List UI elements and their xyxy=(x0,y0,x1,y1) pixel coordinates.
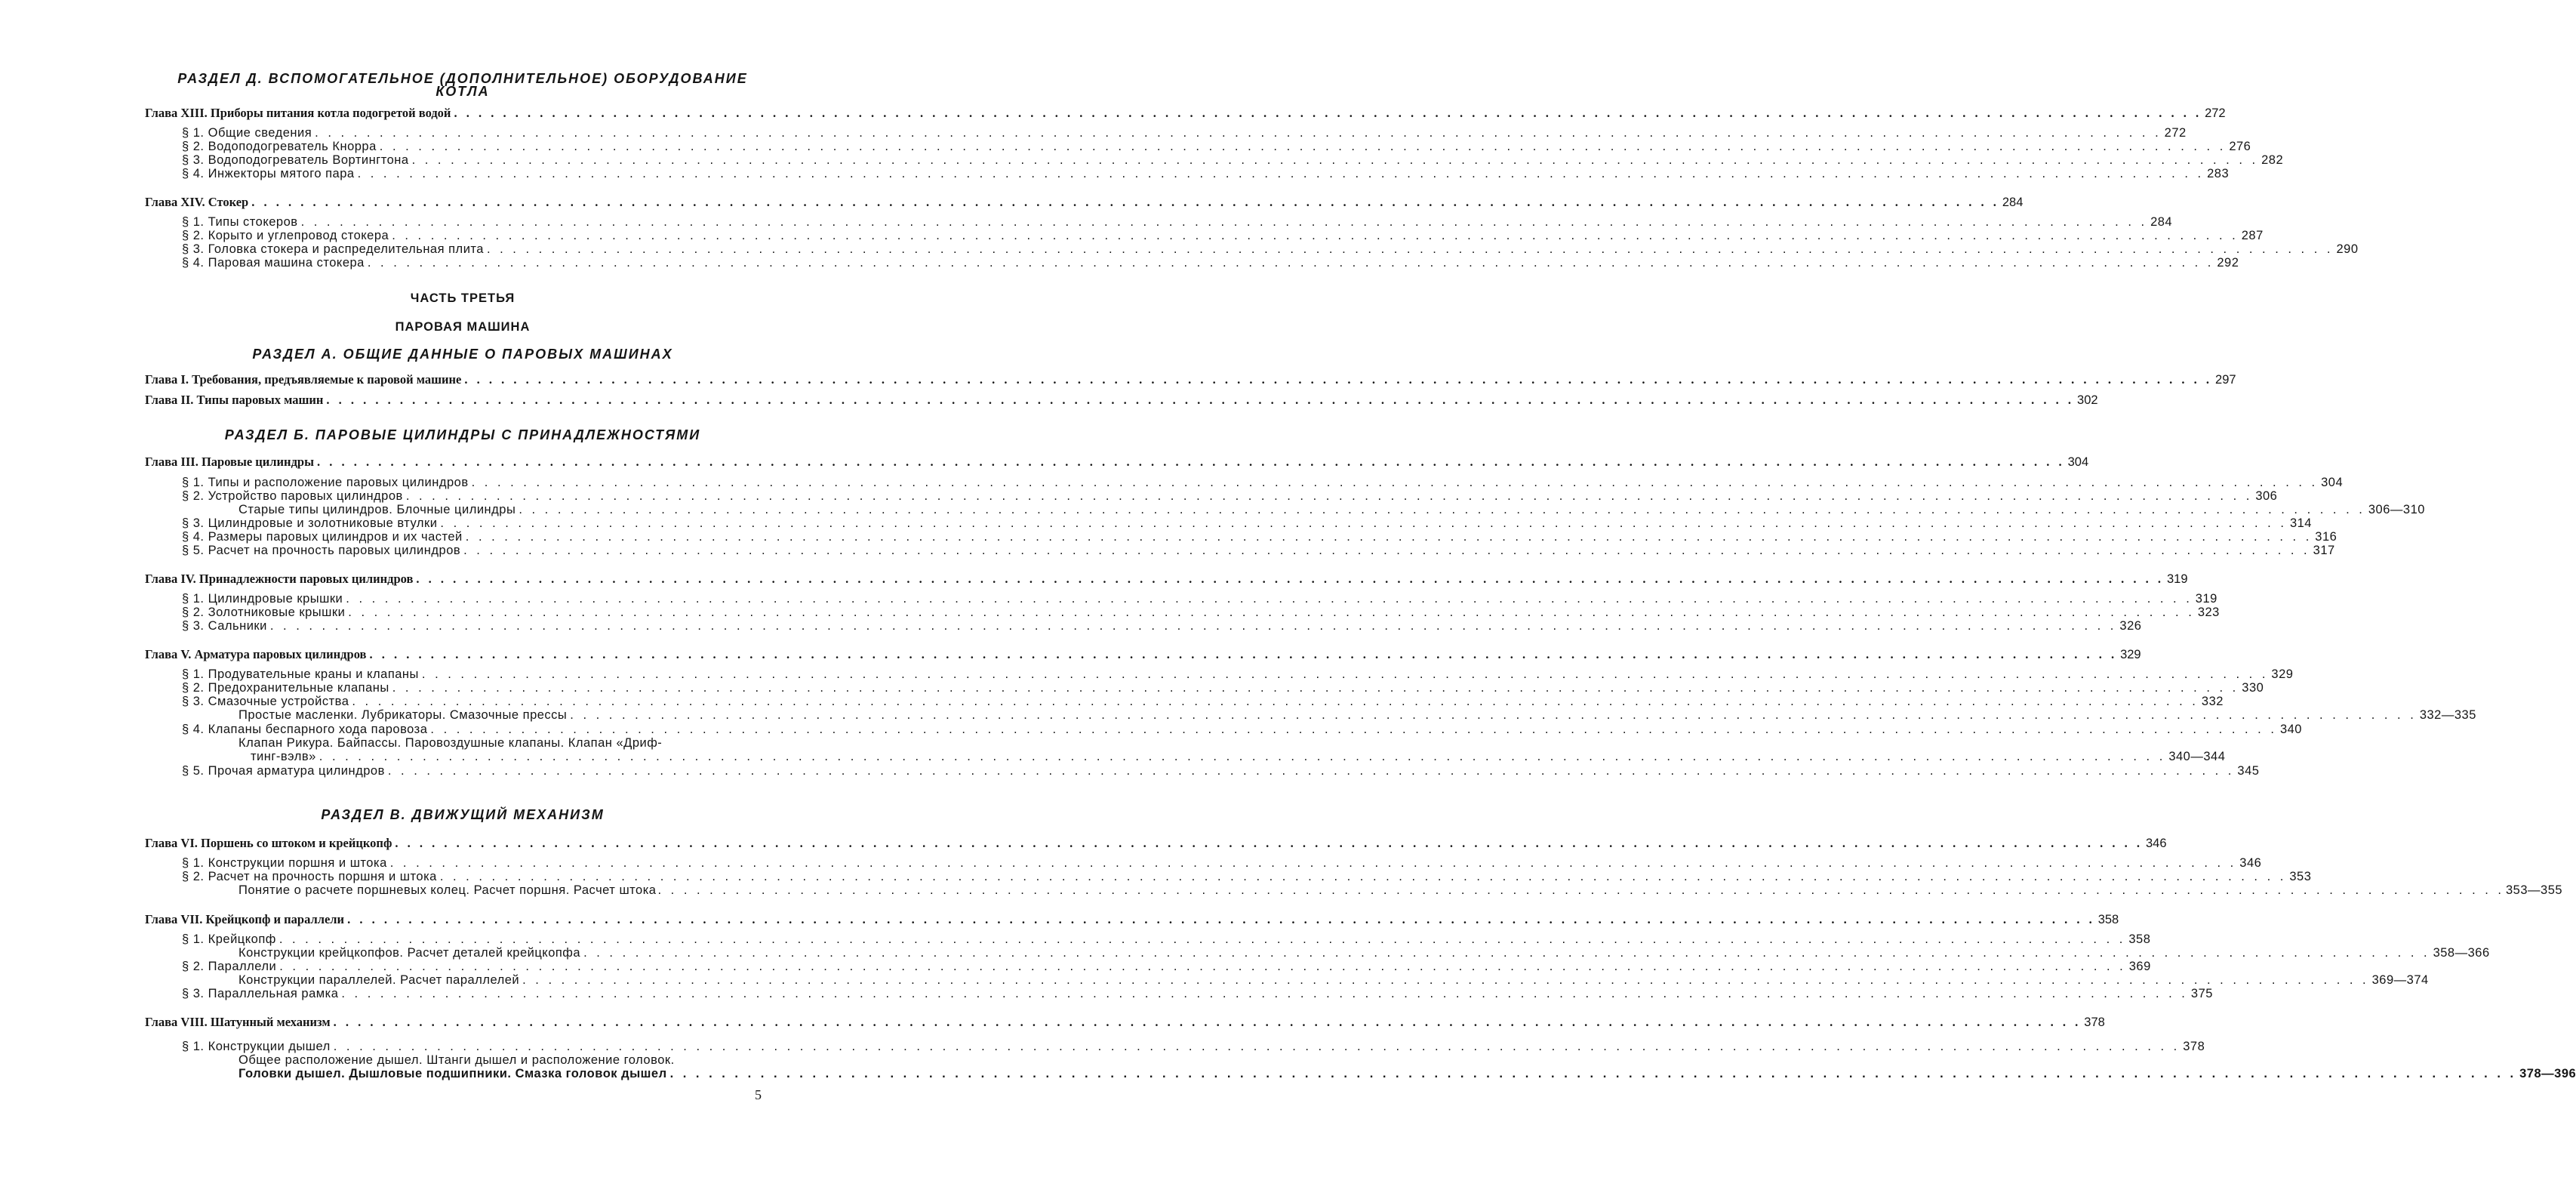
toc-section[interactable] xyxy=(145,932,2151,947)
chapter-title: Глава XIII. Приборы питания котла подогретой водой xyxy=(145,106,451,120)
section-heading-continued: КОТЛА xyxy=(435,84,490,99)
page-ref: 378 xyxy=(2183,1040,2205,1053)
toc-section[interactable] xyxy=(145,167,2230,181)
page-ref: 358 xyxy=(2128,932,2151,946)
page-ref: 326 xyxy=(2119,619,2142,633)
dot-leader xyxy=(440,870,2287,884)
page-ref: 329 xyxy=(2271,667,2294,681)
dot-leader xyxy=(422,667,2269,682)
page-ref: 369—374 xyxy=(2371,973,2429,987)
chapter-title: Глава VIII. Шатунный механизм xyxy=(145,1015,331,1029)
section-title: § 1. Цилиндровые крышки xyxy=(182,592,343,606)
chapter-title: Глава VII. Крейцкопф и параллели xyxy=(145,912,345,926)
dot-leader xyxy=(430,723,2277,737)
dot-leader xyxy=(319,750,2166,764)
toc-section[interactable] xyxy=(145,256,2239,270)
chapter-title: Глава VI. Поршень со штоком и крейцкопф xyxy=(145,836,392,850)
section-title: § 3. Головка стокера и распределительная плита xyxy=(182,242,484,256)
dot-leader xyxy=(270,619,2117,633)
page-ref: 340—344 xyxy=(2168,750,2226,763)
page-ref: 272 xyxy=(2205,106,2226,120)
dot-leader xyxy=(358,167,2205,181)
page-ref: 284 xyxy=(2002,196,2024,209)
page-ref: 317 xyxy=(2313,544,2335,557)
page-ref: 345 xyxy=(2237,764,2260,778)
page-ref: 323 xyxy=(2197,606,2220,619)
section-title: § 3. Смазочные устройства xyxy=(182,695,349,708)
page-ref: 304 xyxy=(2067,455,2089,469)
toc-section[interactable] xyxy=(145,516,2312,531)
dot-leader xyxy=(454,106,2202,120)
toc-subsection[interactable] xyxy=(145,883,2563,898)
dot-leader xyxy=(390,856,2237,871)
toc-chapter[interactable] xyxy=(145,647,2141,662)
toc-section[interactable] xyxy=(145,681,2264,695)
toc-chapter[interactable] xyxy=(145,455,2089,470)
dot-leader xyxy=(352,695,2199,709)
section-title: § 1. Крейцкопф xyxy=(182,932,276,946)
toc-section[interactable] xyxy=(145,242,2359,257)
dot-leader xyxy=(279,932,2126,947)
page-ref: 353 xyxy=(2289,870,2312,883)
subsection-title: Простые масленки. Лубрикаторы. Смазочные прессы xyxy=(239,708,568,722)
dot-leader xyxy=(487,242,2334,257)
section-title: § 4. Размеры паровых цилиндров и их частей xyxy=(182,530,463,544)
dot-leader xyxy=(326,393,2074,407)
dot-leader xyxy=(463,544,2310,558)
section-heading: РАЗДЕЛ Б. ПАРОВЫЕ ЦИЛИНДРЫ С ПРИНАДЛЕЖНОСТЯМИ xyxy=(224,427,701,442)
page-ref: 284 xyxy=(2150,215,2173,229)
subsection-title: Понятие о расчете поршневых колец. Расчет поршня. Расчет штока xyxy=(239,883,657,897)
page-ref: 306—310 xyxy=(2368,503,2425,516)
section-title: § 3. Цилиндровые и золотниковые втулки xyxy=(182,516,438,530)
dot-leader xyxy=(348,606,2195,620)
dot-leader xyxy=(334,1015,2082,1029)
toc-section[interactable] xyxy=(145,126,2187,140)
toc-section[interactable] xyxy=(145,723,2302,737)
toc-section[interactable] xyxy=(145,987,2213,1001)
page-ref: 302 xyxy=(2077,393,2098,407)
toc-subsection[interactable] xyxy=(145,750,2226,764)
toc-section[interactable] xyxy=(145,619,2142,633)
section-title: § 1. Общие сведения xyxy=(182,126,312,140)
toc-section[interactable] xyxy=(145,544,2335,558)
subsection-title: Старые типы цилиндров. Блочные цилиндры xyxy=(239,503,516,516)
page-ref: 378 xyxy=(2084,1016,2105,1029)
section-heading: РАЗДЕЛ В. ДВИЖУЩИЙ МЕХАНИЗМ xyxy=(321,807,605,822)
subsection-title: Конструкции крейцкопфов. Расчет деталей крейцкопфа xyxy=(239,946,581,960)
toc-section[interactable] xyxy=(145,667,2294,682)
section-title: § 3. Сальники xyxy=(182,619,267,633)
section-title: § 3. Параллельная рамка xyxy=(182,987,339,1000)
toc-section[interactable] xyxy=(145,960,2151,974)
chapter-title: Глава XIV. Стокер xyxy=(145,195,249,209)
toc-chapter[interactable] xyxy=(145,1015,2105,1030)
page-ref: 332 xyxy=(2201,695,2224,708)
toc-chapter[interactable] xyxy=(145,912,2119,927)
page-ref: 316 xyxy=(2315,530,2337,544)
subsection-title: тинг-вэлв» xyxy=(251,750,316,763)
page-ref: 314 xyxy=(2289,516,2312,530)
dot-leader xyxy=(406,489,2253,504)
dot-leader xyxy=(368,256,2214,270)
page-ref: 282 xyxy=(2261,153,2284,167)
toc-subsection-text: Общее расположение дышел. Штанги дышел и расположение головок. xyxy=(239,1053,675,1067)
page-ref: 378—396 xyxy=(2519,1067,2576,1080)
subsection-title: Головки дышел. Дышловые подшипники. Смазка головок дышел xyxy=(239,1067,667,1080)
toc-section[interactable] xyxy=(145,870,2312,884)
section-title: § 2. Расчет на прочность поршня и штока xyxy=(182,870,437,883)
page-ref: 283 xyxy=(2207,167,2230,180)
section-title: § 2. Параллели xyxy=(182,960,277,973)
toc-section[interactable] xyxy=(145,530,2337,544)
toc-chapter[interactable] xyxy=(145,372,2236,387)
page-ref: 292 xyxy=(2217,256,2239,270)
section-heading: РАЗДЕЛ А. ОБЩИЕ ДАННЫЕ О ПАРОВЫХ МАШИНАХ xyxy=(252,347,673,362)
dot-leader xyxy=(347,912,2095,926)
toc-chapter[interactable] xyxy=(145,572,2188,587)
page-number: 5 xyxy=(755,1087,762,1102)
subsection-title: Конструкции параллелей. Расчет параллелей xyxy=(239,973,520,987)
section-title: § 4. Клапаны беспарного хода паровоза xyxy=(182,723,428,736)
toc-section[interactable] xyxy=(145,695,2224,709)
dot-leader xyxy=(464,372,2212,387)
page-ref: 330 xyxy=(2242,681,2264,695)
page-ref: 290 xyxy=(2336,242,2359,256)
section-title: § 3. Водоподогреватель Вортингтона xyxy=(182,153,409,167)
dot-leader xyxy=(583,946,2430,960)
toc-chapter[interactable] xyxy=(145,393,2098,408)
chapter-title: Глава III. Паровые цилиндры xyxy=(145,455,314,469)
toc-section[interactable] xyxy=(145,1040,2205,1054)
dot-leader xyxy=(522,973,2369,988)
toc-section[interactable] xyxy=(145,229,2264,243)
page-ref: 287 xyxy=(2241,229,2264,242)
page-ref: 358—366 xyxy=(2433,946,2490,960)
dot-leader xyxy=(341,987,2188,1001)
section-title: § 1. Конструкции поршня и штока xyxy=(182,856,387,870)
dot-leader xyxy=(670,1067,2517,1081)
toc-section[interactable] xyxy=(145,592,2217,606)
dot-leader xyxy=(395,836,2143,850)
toc-subsection[interactable] xyxy=(145,973,2429,988)
dot-leader xyxy=(412,153,2259,168)
dot-leader xyxy=(440,516,2287,531)
dot-leader xyxy=(301,215,2148,230)
dot-leader xyxy=(416,572,2164,586)
chapter-title: Глава IV. Принадлежности паровых цилиндров xyxy=(145,572,414,586)
page-ref: 369 xyxy=(2128,960,2151,973)
dot-leader xyxy=(519,503,2365,517)
dot-leader xyxy=(346,592,2193,606)
toc-chapter[interactable] xyxy=(145,106,2226,121)
dot-leader xyxy=(334,1040,2181,1054)
toc-section[interactable] xyxy=(145,856,2262,871)
dot-leader xyxy=(380,140,2227,154)
page-ref: 340 xyxy=(2279,723,2302,736)
toc-section[interactable] xyxy=(145,153,2284,168)
section-title: § 1. Типы и расположение паровых цилиндров xyxy=(182,476,469,489)
chapter-title: Глава I. Требования, предъявляемые к паровой машине xyxy=(145,372,462,387)
dot-leader xyxy=(315,126,2162,140)
page-ref: 346 xyxy=(2239,856,2262,870)
toc-section[interactable] xyxy=(145,476,2344,490)
chapter-title: Глава V. Арматура паровых цилиндров xyxy=(145,647,367,661)
page-ref: 297 xyxy=(2215,373,2236,387)
part-label: ЧАСТЬ ТРЕТЬЯ xyxy=(410,291,516,305)
dot-leader xyxy=(388,764,2235,778)
toc-section[interactable] xyxy=(145,140,2251,154)
page-ref: 306 xyxy=(2255,489,2278,503)
section-title: § 1. Продувательные краны и клапаны xyxy=(182,667,419,681)
toc-subsection[interactable] xyxy=(145,503,2425,517)
dot-leader xyxy=(657,883,2504,898)
toc-subsection[interactable] xyxy=(145,708,2476,723)
toc-chapter[interactable] xyxy=(145,836,2167,851)
toc-subsection[interactable] xyxy=(145,1067,2576,1081)
part-title: ПАРОВАЯ МАШИНА xyxy=(395,320,531,334)
page-ref: 346 xyxy=(2145,837,2167,850)
toc-section[interactable] xyxy=(145,764,2260,778)
section-title: § 4. Паровая машина стокера xyxy=(182,256,365,270)
section-title: § 4. Инжекторы мятого пара xyxy=(182,167,355,180)
dot-leader xyxy=(570,708,2417,723)
section-title: § 2. Водоподогреватель Кнорра xyxy=(182,140,377,153)
page-ref: 272 xyxy=(2164,126,2187,140)
toc-section[interactable] xyxy=(145,489,2278,504)
dot-leader xyxy=(466,530,2313,544)
page-ref: 329 xyxy=(2120,648,2141,661)
dot-leader xyxy=(392,681,2239,695)
dot-leader xyxy=(317,455,2065,469)
dot-leader xyxy=(472,476,2319,490)
page-ref: 332—335 xyxy=(2419,708,2476,722)
page-ref: 304 xyxy=(2321,476,2344,489)
dot-leader xyxy=(279,960,2126,974)
section-title: § 2. Золотниковые крышки xyxy=(182,606,346,619)
page-ref: 375 xyxy=(2190,987,2213,1000)
dot-leader xyxy=(369,647,2117,661)
page-ref: 319 xyxy=(2167,572,2188,586)
section-title: § 2. Устройство паровых цилиндров xyxy=(182,489,403,503)
toc-subsection[interactable] xyxy=(145,946,2490,960)
toc-section[interactable] xyxy=(145,215,2173,230)
section-title: § 5. Расчет на прочность паровых цилиндров xyxy=(182,544,461,557)
section-title: § 2. Корыто и углепровод стокера xyxy=(182,229,389,242)
chapter-title: Глава II. Типы паровых машин xyxy=(145,393,324,407)
section-heading: РАЗДЕЛ Д. ВСПОМОГАТЕЛЬНОЕ (ДОПОЛНИТЕЛЬНОЕ) ОБОРУДОВАНИЕ xyxy=(177,71,748,86)
page-ref: 276 xyxy=(2229,140,2251,153)
section-title: § 2. Предохранительные клапаны xyxy=(182,681,389,695)
toc-section[interactable] xyxy=(145,606,2220,620)
toc-subsection-text: Клапан Рикура. Байпассы. Паровоздушные клапаны. Клапан «Дриф- xyxy=(239,736,663,750)
page-ref: 353—355 xyxy=(2506,883,2563,897)
section-title: § 1. Типы стокеров xyxy=(182,215,298,229)
section-title: § 1. Конструкции дышел xyxy=(182,1040,331,1053)
page-ref: 358 xyxy=(2097,913,2119,926)
dot-leader xyxy=(251,195,1999,209)
section-title: § 5. Прочая арматура цилиндров xyxy=(182,764,385,778)
dot-leader xyxy=(392,229,2239,243)
page-ref: 319 xyxy=(2195,592,2217,606)
toc-chapter[interactable] xyxy=(145,195,2024,210)
